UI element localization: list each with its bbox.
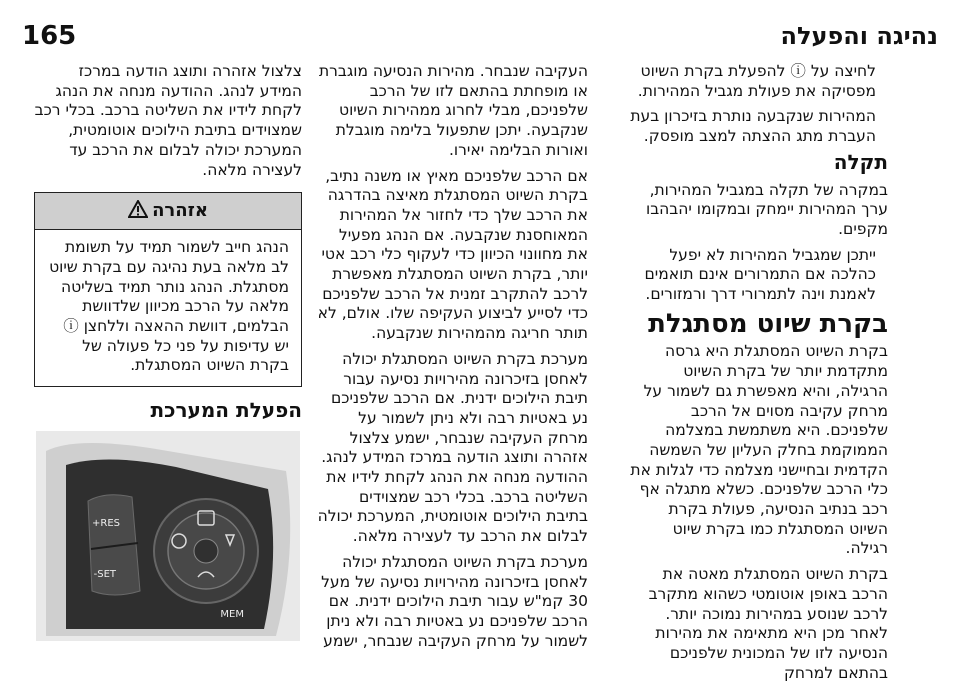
page-number: 165 <box>22 21 77 51</box>
warning-box <box>34 192 302 387</box>
mem-label: MEM <box>220 608 244 620</box>
paragraph: מערכת בקרת השיוט המסתגלת יכולה לאחסן בזיכרונה מהירויות נסיעה של מעל 30 קמ"ש עבור תיבת הילוכים ידנית. אם הרכב שלפניכם נע באטיות רבה ולא ניתן לשמור על מרחק העקיבה שנבחר, ישמע <box>321 552 588 650</box>
warning-body: הנהג חייב לשמור תמיד על תשומת לב מלאה בעת נהיגה עם בקרת שיוט מסתגלת. הנהג נותר תמיד בשליטה מלאה על הרכב מכיוון שלדוושת הבלמים, דוושת ההאצה וללחצן ⓘ יש עדיפות על פני כל פעולה של בקרת השיוט המסתגלת. <box>49 238 289 375</box>
paragraph: מערכת בקרת השיוט המסתגלת יכולה לאחסן בזיכרונה מהירויות נסיעה עבור תיבת הילוכים ידנית. אם הרכב שלפניכם נע באטיות רבה ולא ניתן לשמור על מרחק העקיבה שנבחר, ישמע צלצול אזהרה ותוצג הודעה במרכז המידע לנהג. ההודעה מנחה את הנהג לקחת לידיו את השליטה ברכב. בכלי רכב שמצוידים בתיבת הילוכים אוטומטית, המערכת יכולה לבלום את הרכב עד לעצירה מלאה. <box>317 349 588 546</box>
paragraph: לחיצה על ⓘ להפעלת בקרת השיוט מפסיקה את פעולת מגביל המהירות. <box>637 62 876 100</box>
res-label: RES+ <box>91 517 120 529</box>
column-left <box>34 62 302 641</box>
column-middle <box>316 62 588 657</box>
set-label: SET- <box>93 568 116 580</box>
warning-title: אזהרה <box>152 200 208 222</box>
page-header <box>22 14 938 58</box>
paragraph: העקיבה שנבחר. מהירות הנסיעה מוגברת או מופחתת בהתאם לזו של הרכב שלפניכם, מבלי לחרוג ממהירות השיוט שנקבעה. יתכן שתפעול בלימה מוגבלת ואורות הבלימה יאירו. <box>318 62 588 159</box>
warning-triangle-icon <box>128 200 148 223</box>
cruise-control-pad <box>154 499 258 603</box>
activation-heading: הפעלת המערכת <box>150 398 302 423</box>
column-right <box>626 62 888 689</box>
paragraph: במקרה של תקלה במגביל המהירות, ערך המהירות יימחק ובמקומו יהבהבו מקפים. <box>645 180 888 238</box>
section-heading: בקרת שיוט מסתגלת <box>648 308 888 339</box>
paragraph: בקרת השיוט המסתגלת היא גרסה מתקדמת יותר של בקרת השיוט הרגילה, והיא מאפשרת גם לשמור על מרחק עקיבה מסוים אל הרכב שלפניכם. היא משתמשת במצלמה הממוקמת בחלק העליון של השמשה הקדמית ובחיישני מצלמה כדי לגלות את כלי הרכב שלפניכם. כשלא מתגלה אף רכב בנתיב הנסיעה, פעולת בקרת השיוט המסתגלת כמו בקרת שיוט רגילה. <box>630 342 888 558</box>
steering-wheel-controls-illustration <box>34 431 302 641</box>
paragraph: בקרת השיוט המסתגלת מאטה את הרכב באופן אוטומטי כשהוא מתקרב לרכב שנוסע במהירות נמוכה יותר. לאחר מכן היא מתאימה את מהירות הנסיעה לזו של המכונית שלפניכם בהתאם למרחק <box>648 565 888 682</box>
fault-heading: תקלה <box>833 149 888 174</box>
paragraph: צלצול אזהרה ותוצג הודעה במרכז המידע לנהג. ההודעה מנחה את הנהג לקחת לידיו את השליטה ברכב. בכלי רכב שמצוידים בתיבת הילוכים אוטומטית, המערכת יכולה לבלום את הרכב עד לעצירה מלאה. <box>34 62 302 179</box>
paragraph: המהירות שנקבעה נותרת בזיכרון בעת העברת מתג ההצתה למצב מופסק. <box>630 107 876 146</box>
warning-header <box>35 193 301 230</box>
running-title: נהיגה והפעלה <box>780 22 938 50</box>
paragraph: אם הרכב שלפניכם מאיץ או משנה נתיב, בקרת השיוט המסתגלת מאיצה בהדרגה את הרכב שלך כדי לחזור אל המהירות המאוחסנת שנקבעה. אם הנהג מפעיל את מחוונוי הכיוון כדי לעקוף כלי רכב אטי יותר, בקרת השיוט המסתגלת מאפשרת לרכב להתקרב זמנית אל הרכב שלפניכם כדי לסייע לביצוע העקיפה שלו. אולם, לא תותר חריגה מהמהירות שנקבעה. <box>317 166 588 343</box>
paragraph: ייתכן שמגביל המהירות לא יפעל כהלכה אם התמרורים אינם תואמים לאמנת וינה לתמרורי דרך ורמזורים. <box>644 245 876 304</box>
